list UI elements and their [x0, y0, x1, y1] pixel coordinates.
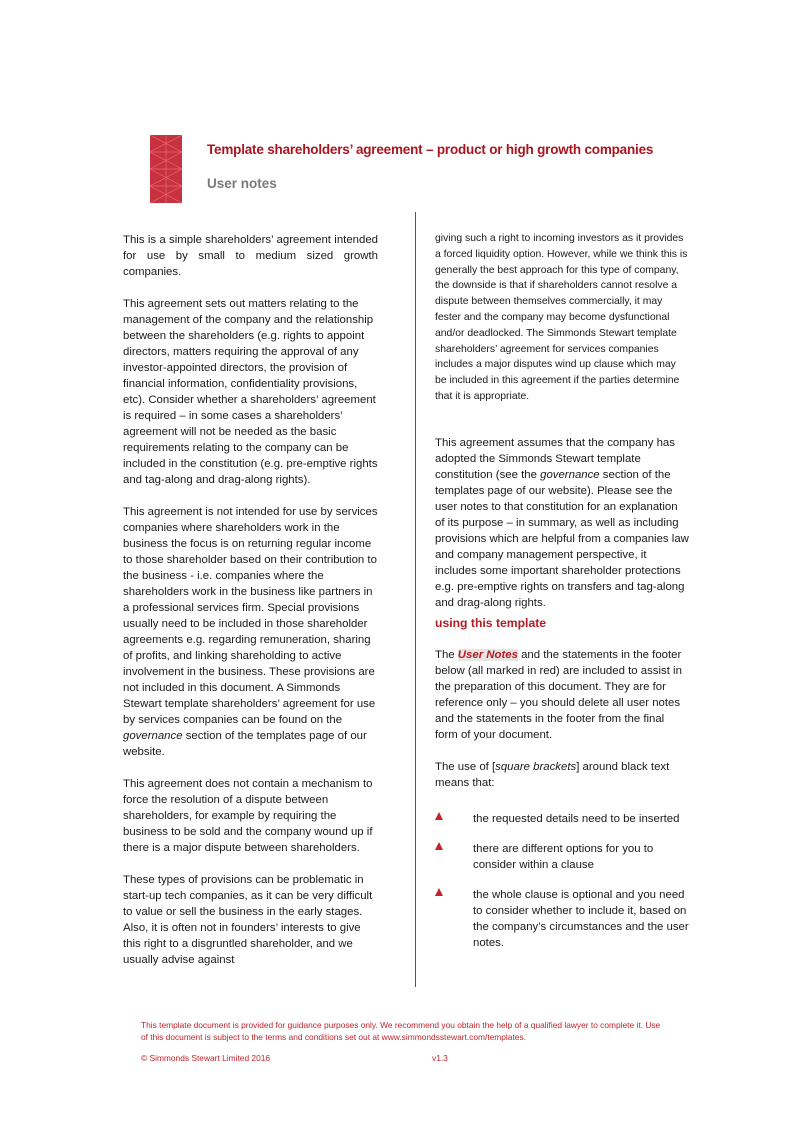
user-notes-highlight: User Notes: [457, 648, 518, 661]
triangle-bullet-icon: [435, 842, 443, 850]
governance-reference: governance: [123, 730, 183, 742]
provisions-paragraph: These types of provisions can be problematic in start-up tech companies, as it can be very difficult to value or sell the business in the early stages. Also, it is often not in founders’ interests to give this right to a disgruntled shareholder, and we usually advise against: [123, 874, 373, 966]
governance-reference: governance: [540, 468, 600, 481]
dispute-paragraph: This agreement does not contain a mechanism to force the resolution of a dispute between shareholders, for example by requiring the business to be sold and the company wound up if there is a major dispute between shareholders.: [123, 778, 373, 854]
services-paragraph: This agreement is not intended for use by services companies where shareholders work in the business the focus is on returning regular income to those shareholder based on their contribution to the business - i.e. companies where the shareholders work in the business like partners in a professional services firm. Special provisions usually need to be included in those shareholder agreements e.g. regarding remuneration, sharing of profits, and linking shareholding to active involvement in the business. These provisions are not included in this document. A Simmonds Stewart template shareholders’ agreement for use by services companies can be found on the governance section of the templates page of our website.: [123, 506, 378, 758]
liquidity-paragraph: giving such a right to incoming investors as it provides a forced liquidity option. However, while we think this is generally the best approach for this type of company, the downside is that if shareholders cannot resolve a dispute between themselves commercially, it may fester and the company may become dysfunctional and/or deadlocked. The Simmonds Stewart template shareholders’ agreement for services companies includes a major disputes wind up clause which may be included in this agreement if the parties determine that it is appropriate.: [435, 233, 688, 402]
column-divider: [415, 212, 416, 987]
constitution-paragraph: This agreement assumes that the company has adopted the Simmonds Stewart template constitution (see the governance section of the templates page of our website). Please see the user notes to that constitution for an explanation of its purpose – in summary, as well as including provisions which are helpful from a companies law and company management perspective, it includes some important shareholder protections e.g. pre-emptive rights on transfers and tag-along and drag-along rights.: [435, 436, 689, 609]
left-column: [123, 232, 378, 984]
document-subtitle: User notes: [207, 176, 277, 191]
red-lattice-logo-icon: [150, 135, 182, 203]
document-title: Template shareholders’ agreement – product or high growth companies: [207, 142, 654, 157]
purpose-paragraph: This agreement sets out matters relating to the management of the company and the relationship between the shareholders (e.g. rights to appoint directors, matters requiring the approval of any investor-appointed directors, the provision of financial information, confidentiality provisions, etc). Consider whether a shareholders’ agreement is required – in some cases a shareholders’ agreement will not be needed as the basic requirements relating to the company can be included in the constitution (e.g. pre-emptive rights and tag-along and drag-along rights).: [123, 298, 378, 486]
triangle-bullet-icon: [435, 812, 443, 820]
bracket-meaning-list: [435, 811, 690, 951]
list-item: the whole clause is optional and you need to consider whether to include it, based on the company’s circumstances and the user notes.: [435, 887, 690, 951]
footer-version: v1.3: [432, 1053, 448, 1063]
intro-paragraph: This is a simple shareholders’ agreement intended for use by small to medium sized growth companies.: [123, 234, 378, 278]
triangle-bullet-icon: [435, 888, 443, 896]
list-item: the requested details need to be inserted: [435, 811, 690, 827]
footer-copyright: © Simmonds Stewart Limited 2016: [141, 1053, 271, 1063]
brackets-paragraph: The use of [square brackets] around black text means that:: [435, 760, 670, 789]
user-notes-paragraph: The User Notes and the statements in the footer below (all marked in red) are included to assist in the preparation of this document. They are for reference only – you should delete all user notes and the statements in the footer from the final form of your document.: [435, 648, 682, 741]
footer-notice: This template document is provided for guidance purposes only. We recommend you obtain the help of a qualified lawyer to complete it. Use of this document is subject to the terms and conditions set out at www.simmondsstewart.com/templates.: [141, 1020, 661, 1042]
list-item: there are different options for you to consider within a clause: [435, 841, 690, 873]
section-heading: using this template: [435, 615, 547, 630]
right-column: [435, 231, 690, 965]
